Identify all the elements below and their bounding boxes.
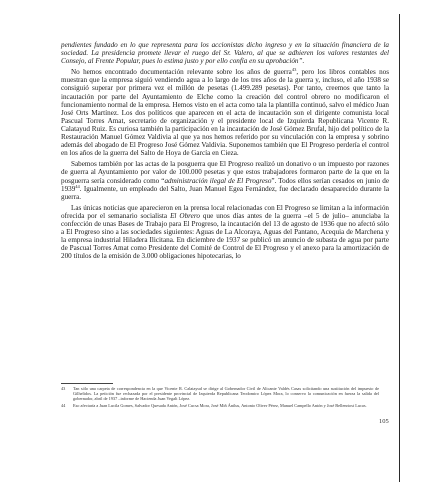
- footnotes: [61, 386, 379, 410]
- paragraph-text: . Igualmente, un empleado del Salto, Juan Manuel Egea Fernández, fue declarado desaparecido durante la guerra.: [61, 184, 389, 201]
- paragraph: [61, 204, 389, 261]
- margin-rule: [399, 14, 400, 482]
- footnote: [61, 386, 379, 402]
- paragraph-text: , pero los libros contables nos muestran que la empresa siguió vendiendo agua a lo largo de los tres años de la guerra y, incluso, el año 1938 se consiguió superar por primera vez el millón de pesetas (1.499.289 pesetas). Por tanto, creemos que tanto la incautación por parte del Ayuntamiento de Elche como la creación del control obrero no modificaron el funcionamiento normal de la empresa. Hemos visto en el acta como tala la plantilla continuó, salvo el médico Juan José Orts Martínez. Los dos políticos que aparecen en el acta de incautación son el dirigente comunista local Pascual Torres Amat, secretario de organización y el presidente local de Izquierda Republicana Vicente R. Calatayud Ruiz. Es curiosa también la participación en la incautación de José Gómez Brufal, hijo del político de la Restauración Manuel Gómez Valdivia al que ya nos hemos referido por su vinculación con la empresa y sobrino además del abogado de El Progreso José Gómez Valdivia. Suponemos también que El Progreso perdería el control en los años de la guerra del Salto de Hoya de García en Cieza.: [61, 68, 389, 158]
- footnote-number: 43: [61, 386, 66, 391]
- paragraph-italic: administración ilegal de El Progreso: [164, 176, 272, 185]
- body-text: [61, 41, 389, 260]
- paragraph-text: Las únicas noticias que aparecieron en la prensa local relacionadas con El Progreso se limitan a la información ofrecida por el semanario socialista: [61, 203, 389, 220]
- paragraph-text: No hemos encontrado documentación relevante sobre los años de guerra: [71, 68, 292, 77]
- footnote-number: 44: [61, 403, 66, 409]
- footnote-text: Eso afectaría a Juan Lucila Gomes, Salvador Quesada Antón, José Cucsa Mora, José Miñ Ánilus, Antonio Oliver Pérez, Manuel Campello Antón y José Bellenriost Lucas.: [73, 403, 367, 409]
- footnote-text: Tan sólo una carpeta de correspondencia en la que Vicente R. Calatayud se dirige al Gobernador Civil de Alicante Valdés Casas solicitando una sustitución del impuesto de Gilhelidos. La petición fue rechazada por el presidente provincial de Izquierda Republicana Teodomiro López Mora, lo conservo la comunicación en fuerza la salida del gobernador, abril de 1937 –informe de Hacienda Juan Vegalt López.: [73, 386, 379, 402]
- paragraph-italic: El Obrero: [170, 211, 200, 220]
- footnote-ref[interactable]: 43: [291, 67, 297, 73]
- page-number: 105: [379, 418, 389, 425]
- paragraph-quote: pendientes fundado en lo que representa para los accionistas dicho ingreso y en la situación financiera de la sociedad. La presidencia promete llevar el ruego del Sr. Valero, al que se adhieren los valores restantes del Consejo, al Frente Popular, pues lo estima justo y por ello confía en su aprobación”.: [61, 41, 389, 66]
- footnote-divider: [61, 383, 113, 384]
- paragraph: [61, 160, 389, 200]
- footnote: [61, 403, 379, 408]
- footnote-ref[interactable]: 44: [75, 183, 80, 189]
- paragraph: [61, 68, 389, 157]
- paragraph-text: Sabemos también por las actas de la posguerra que El Progreso realizó un donativo o un impuesto por razones de guerra al Ayuntamiento por valor de 100.000 pesetas y que estos trabajadores formaron parte de la que en la posguerra sería considerado como “: [61, 160, 389, 185]
- paragraph-text: ”. Todos ellos serían cesados en junio de 1939: [61, 176, 390, 193]
- paragraph-text: que unos días antes de la guerra –el 5 de julio– anunciaba la confección de unas Bases de Trabajo para El Progreso, la incautación del 13 de agosto de 1936 que no afectó sólo a El Progreso sino a las sociedades siguientes: Aguas de La Alcoraya, Aguas del Pantano, Acequia de Marchena y la empresa industrial Hiladera Ilicitana. En diciembre de 1937 se publicó un anuncio de subasta de agua por parte de Pascual Torres Amat como Presidente del Comité de Control de El Progreso y el anexo para la amortización de 200 títulos de la emisión de 3.000 obligaciones hipotecarias, lo: [61, 211, 390, 261]
